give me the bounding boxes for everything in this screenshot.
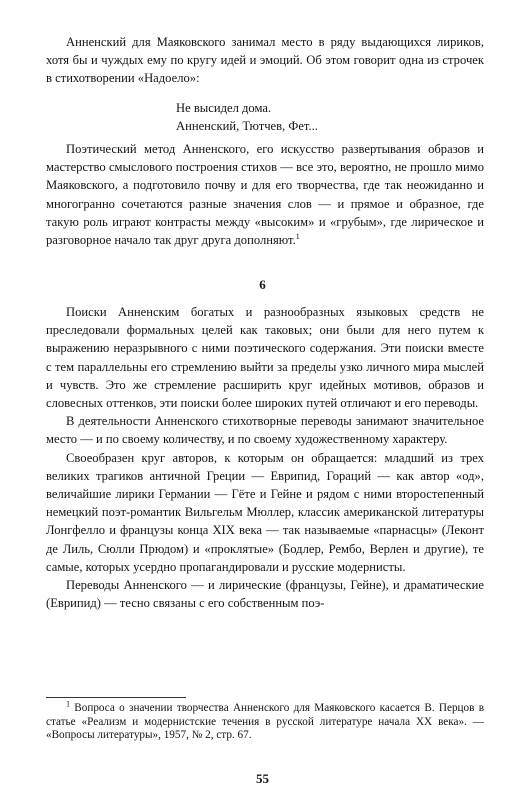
paragraph-searches: Поиски Анненским богатых и разнообразных языковых средств не преследовали формальных целей как таковых; они были для него путем к выражению неразрывного с ними поэтического содержания. Эти поиски вместе с тем параллельны его стремлению выйти за пределы узко личного мира мыслей и чувств. Это же стремление расширить круг идейных мотивов, образов и словесных оттенков, эти поиски более широких путей отличают и его переводы. xyxy=(46,305,484,411)
text-block-method xyxy=(46,140,484,249)
footnote-divider xyxy=(46,697,186,698)
poem-line-1: Не высидел дома. xyxy=(176,101,272,115)
paragraph-method xyxy=(46,140,484,249)
poem-line-2: Анненский, Тютчев, Фет... xyxy=(176,119,318,134)
footnote-mark: 1 xyxy=(66,699,70,709)
text-block-top xyxy=(46,33,484,88)
footnote xyxy=(46,699,484,743)
paragraph-intro: Анненский для Маяковского занимал место в ряду выдающихся лириков, хотя бы и чуждых ему по кругу идей и эмоций. Об этом говорит одна из строчек в стихотворении «Надоело»: xyxy=(46,35,484,86)
footnote-paragraph xyxy=(46,699,484,743)
section-number: 6 xyxy=(259,277,266,292)
paragraph-translations: В деятельности Анненского стихотворные переводы занимают значительное место — и по своему количеству, и по своему художественному характеру. xyxy=(46,414,484,447)
page-number: 55 xyxy=(256,771,269,786)
poem-quote xyxy=(176,99,318,135)
paragraph-method-text: Поэтический метод Анненского, его искусство развертывания образов и мастерство смыслового построения стихов — все это, вероятно, не прошло мимо Маяковского, а подготовило почву и для его творчества, где так неожиданно и многогранно сочетаются разные значения слов — и прямое и образное, где такую роль играют контрасты между «высоким» и «грубым», где лирическое и разговорное начало так друг друга дополняют. xyxy=(46,142,484,248)
footnote-text: Вопроса о значении творчества Анненского для Маяковского касается В. Перцов в статье «Реализм и модернистские течения в русской литературе начала XX века». — «Вопросы литературы», 1957, № 2, стр. 67. xyxy=(46,702,484,742)
paragraph-connection: Переводы Анненского — и лирические (французы, Гейне), и драматические (Еврипид) — тесно связаны с его собственным поэ- xyxy=(46,578,484,611)
text-block-section xyxy=(46,303,484,612)
footnote-reference: 1 xyxy=(295,231,300,241)
paragraph-authors: Своеобразен круг авторов, к которым он обращается: младший из трех великих трагиков античной Греции — Еврипид, Гораций — как автор «од», величайшие лирики Германии — Гёте и Гейне и рядом с ними второстепенный немецкий поэт-романтик Вильгельм Мюллер, классик американской литературы Лонгфелло и французы конца XIX века — так называемые «парнасцы» (Леконт де Лиль, Сюлли Прюдом) и «проклятые» (Бодлер, Рембо, Верлен и другие), те самые, которых усердно пропагандировали и русские модернисты. xyxy=(46,450,484,574)
